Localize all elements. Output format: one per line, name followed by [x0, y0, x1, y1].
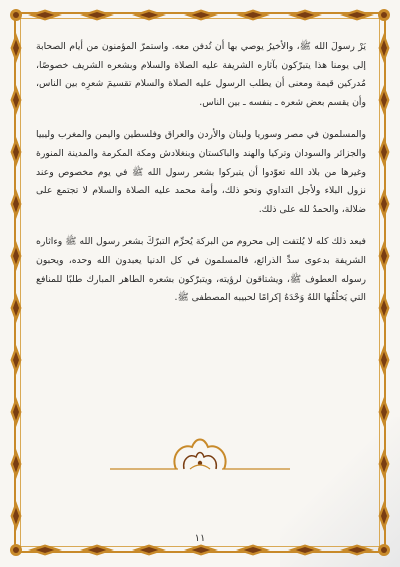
decorative-divider-icon: [110, 425, 290, 475]
frame-diamond-icon: [11, 449, 22, 479]
frame-diamond-icon: [11, 189, 22, 219]
frame-diamond-icon: [28, 545, 62, 556]
frame-diamond-icon: [11, 33, 22, 63]
frame-diamond-icon: [11, 137, 22, 167]
frame-diamond-icon: [184, 545, 218, 556]
frame-diamond-icon: [379, 345, 390, 375]
paragraph-3: فبعد ذلك كله لا يُلتفت إلى محروم من البركة يُحرِّم التبرّكَ بشعر رسول الله ﷺ وءاثاره الشريفة بدعوى سدِّ الذرائع، فالمسلمون في كل الدنيا يعبدون الله وحده، ويحبون رسوله العطوف ﷺ، ويشتاقون لرؤيته، ويتبرّكون بشعره الطاهر المبارك طلبًا للمنافع التي يَخلُقُها اللهُ وَحْدَهُ إكرامًا لحبيبه المصطفى ﷺ.: [36, 236, 366, 304]
frame-diamond-icon: [379, 137, 390, 167]
frame-corner-center-icon: [381, 12, 387, 18]
frame-diamond-icon: [11, 85, 22, 115]
frame-corner-center-icon: [13, 12, 19, 18]
frame-diamond-icon: [379, 449, 390, 479]
frame-diamond-icon: [11, 397, 22, 427]
frame-diamond-icon: [379, 293, 390, 323]
frame-diamond-icon: [132, 545, 166, 556]
frame-diamond-icon: [236, 10, 270, 21]
frame-corner-center-icon: [381, 547, 387, 553]
frame-diamond-icon: [379, 241, 390, 271]
paragraph-1: يَرْ رسولَ الله ﷺ، والأخيرُ يوصي بها أن تُدفن معه. واستمرّ المؤمنون من أيام الصحابة إلى يومنا هذا يتبرّكون بآثاره الشريفة عليه الصلاة والسلام وبشعره الشريف خصوصًا، مُدركين قيمة ومعنى أن يطلب الرسول عليه الصلاة والسلام تقسيمَ شعرِه بين الناس، وأن يقسم بعض شعره ـ بنفسه ـ بين الناس.: [36, 41, 366, 108]
paragraph-2: والمسلمون في مصر وسوريا ولبنان والأردن والعراق وفلسطين واليمن والمغرب وليبيا والجزائر والسودان وتركيا والهند والباكستان وبنغلادش ومكة المكرمة والمدينة المنورة وغيرها من بلاد الله تعوّدوا أن يتبركوا بشعر رسول الله ﷺ في يوم مخصوص وعند نزول البلاء ولأجل التداوي ونحو ذلك، وأمة محمد عليه الصلاة والسلام لا تجتمع على ضلالة، والحمدُ لله على ذلك.: [36, 129, 366, 215]
frame-diamond-icon: [28, 10, 62, 21]
frame-diamond-icon: [288, 10, 322, 21]
frame-diamond-icon: [184, 10, 218, 21]
frame-diamond-icon: [11, 293, 22, 323]
page-number: ١١: [194, 533, 206, 544]
frame-diamond-icon: [80, 545, 114, 556]
frame-diamond-icon: [379, 33, 390, 63]
frame-diamond-icon: [80, 10, 114, 21]
frame-diamond-icon: [340, 545, 374, 556]
frame-diamond-icon: [379, 189, 390, 219]
frame-diamond-icon: [11, 501, 22, 531]
frame-diamond-icon: [340, 10, 374, 21]
frame-diamond-icon: [236, 545, 270, 556]
frame-diamond-icon: [11, 241, 22, 271]
frame-diamond-icon: [379, 501, 390, 531]
frame-diamond-icon: [11, 345, 22, 375]
body-text: [36, 38, 366, 322]
frame-corner-center-icon: [13, 547, 19, 553]
frame-diamond-icon: [379, 85, 390, 115]
frame-diamond-icon: [288, 545, 322, 556]
frame-diamond-icon: [132, 10, 166, 21]
frame-diamond-icon: [379, 397, 390, 427]
